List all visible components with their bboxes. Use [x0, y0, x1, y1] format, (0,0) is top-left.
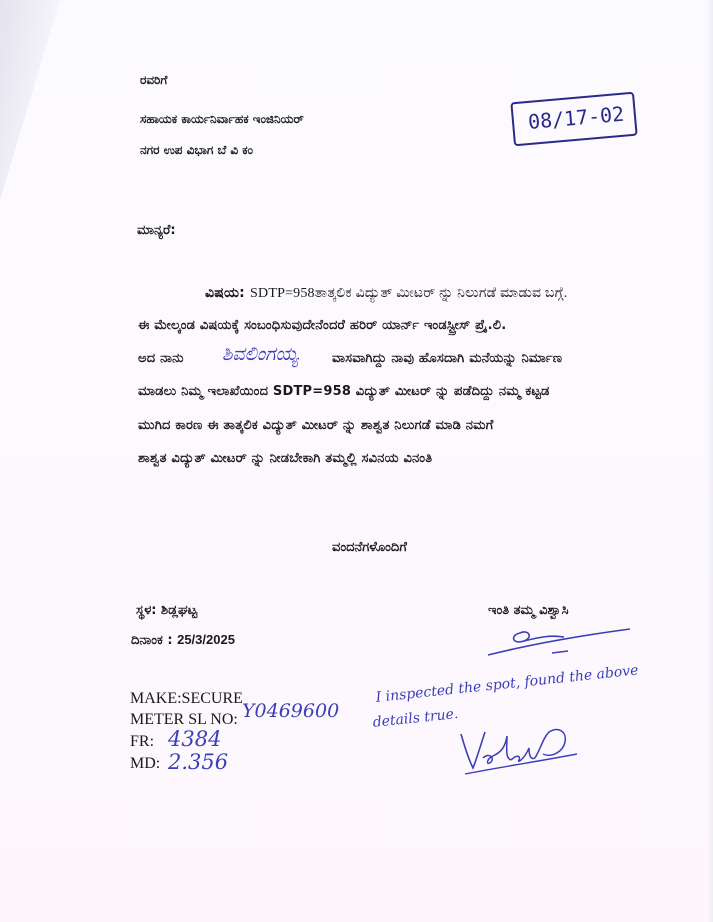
- date-value: 25/3/2025: [177, 632, 235, 647]
- body-line-2: ಈ ಮೇಲ್ಕಂಡ ವಿಷಯಕ್ಕೆ ಸಂಬಂಧಿಸುವುದೇನೆಂದರೆ ಹರಿರ್ ಯಾರ್ನ್ ಇಂಡಸ್ಟ್ರೀಸ್ ಪ್ರೈ.ಲಿ.: [138, 318, 507, 333]
- md-label: MD:: [130, 755, 161, 772]
- page-fold-shadow: [0, 0, 60, 200]
- addressee-line: ರವರಿಗೆ: [140, 73, 168, 87]
- date-line: [131, 632, 235, 648]
- body-line-3-start: ಅದ ನಾನು: [138, 351, 184, 366]
- body-line-4: ಮಾಡಲು ನಿಮ್ಮ ಇಲಾಖೆಯಿಂದ SDTP=958 ವಿದ್ಯುತ್ ಮೀಟರ್ ನ್ನು ಪಡೆದಿದ್ದು ನಮ್ಮ ಕಟ್ಟಡ: [138, 384, 550, 399]
- inspection-note-line-2: details true.: [372, 706, 460, 731]
- body-line-6: ಶಾಶ್ವತ ವಿದ್ಯುತ್ ಮೀಟರ್ ನ್ನು ನೀಡಬೇಕಾಗಿ ತಮ್ಮಲ್ಲಿ ಸವಿನಯ ವಿನಂತಿ: [138, 451, 433, 466]
- applicant-signature: [480, 615, 640, 665]
- body-line-3-end: ವಾಸವಾಗಿದ್ದು ನಾವು ಹೊಸದಾಗಿ ಮನೆಯನ್ನು ನಿರ್ಮಾಣ: [332, 351, 563, 366]
- body-line-5: ಮುಗಿದ ಕಾರಣ ಈ ತಾತ್ಕಲಿಕ ವಿದ್ಯುತ್ ಮೀಟರ್ ನ್ನು ಶಾಶ್ವತ ನಿಲುಗಡೆ ಮಾಡಿ ನಮಗೆ: [138, 418, 494, 433]
- salutation: ಮಾನ್ಯರೆ:: [137, 223, 176, 238]
- meter-make: MAKE:SECURE: [130, 690, 243, 707]
- reference-number: 08/17-02: [527, 101, 626, 134]
- page-edge: [707, 0, 713, 922]
- yours-faithfully: ಇಂತಿ ತಮ್ಮ ವಿಶ್ವಾಸಿ: [488, 603, 569, 618]
- inspection-note-line-1: I inspected the spot, found the above: [375, 662, 640, 706]
- md-value: 2.356: [168, 750, 229, 774]
- subject-label: ವಿಷಯ:: [205, 285, 245, 301]
- fr-value: 4384: [168, 727, 222, 751]
- closing-greeting: ವಂದನೆಗಳೊಂದಿಗೆ: [332, 540, 407, 555]
- place-line: ಸ್ಥಳ: ಶಿಡ್ಲಘಟ್ಟ: [136, 603, 198, 618]
- reference-number-box: [510, 92, 637, 147]
- subject-text: SDTP=958ತಾತ್ಕಲಿಕ ವಿದ್ಯುತ್ ಮೀಟರ್ ನ್ನು ನಿಲುಗಡೆ ಮಾಡುವ ಬಗ್ಗೆ.: [250, 286, 568, 301]
- body-line-3: [138, 351, 184, 366]
- date-label: ದಿನಾಂಕ :: [131, 633, 173, 648]
- fr-label: FR:: [130, 733, 155, 750]
- handwritten-name: ಶಿವಲಿಂಗಯ್ಯ: [222, 343, 299, 365]
- meter-serial-label: METER SL NO:: [130, 711, 238, 728]
- subject-line: [205, 285, 567, 302]
- inspector-signature: [455, 718, 585, 780]
- office-line: ನಗರ ಉಪ ವಿಭಾಗ ಬೆ ವಿ ಕಂ: [140, 143, 254, 157]
- meter-serial-value: Y0469600: [242, 700, 340, 722]
- designation-line: ಸಹಾಯಕ ಕಾರ್ಯನಿರ್ವಾಹಕ ಇಂಜಿನಿಯರ್: [140, 112, 304, 126]
